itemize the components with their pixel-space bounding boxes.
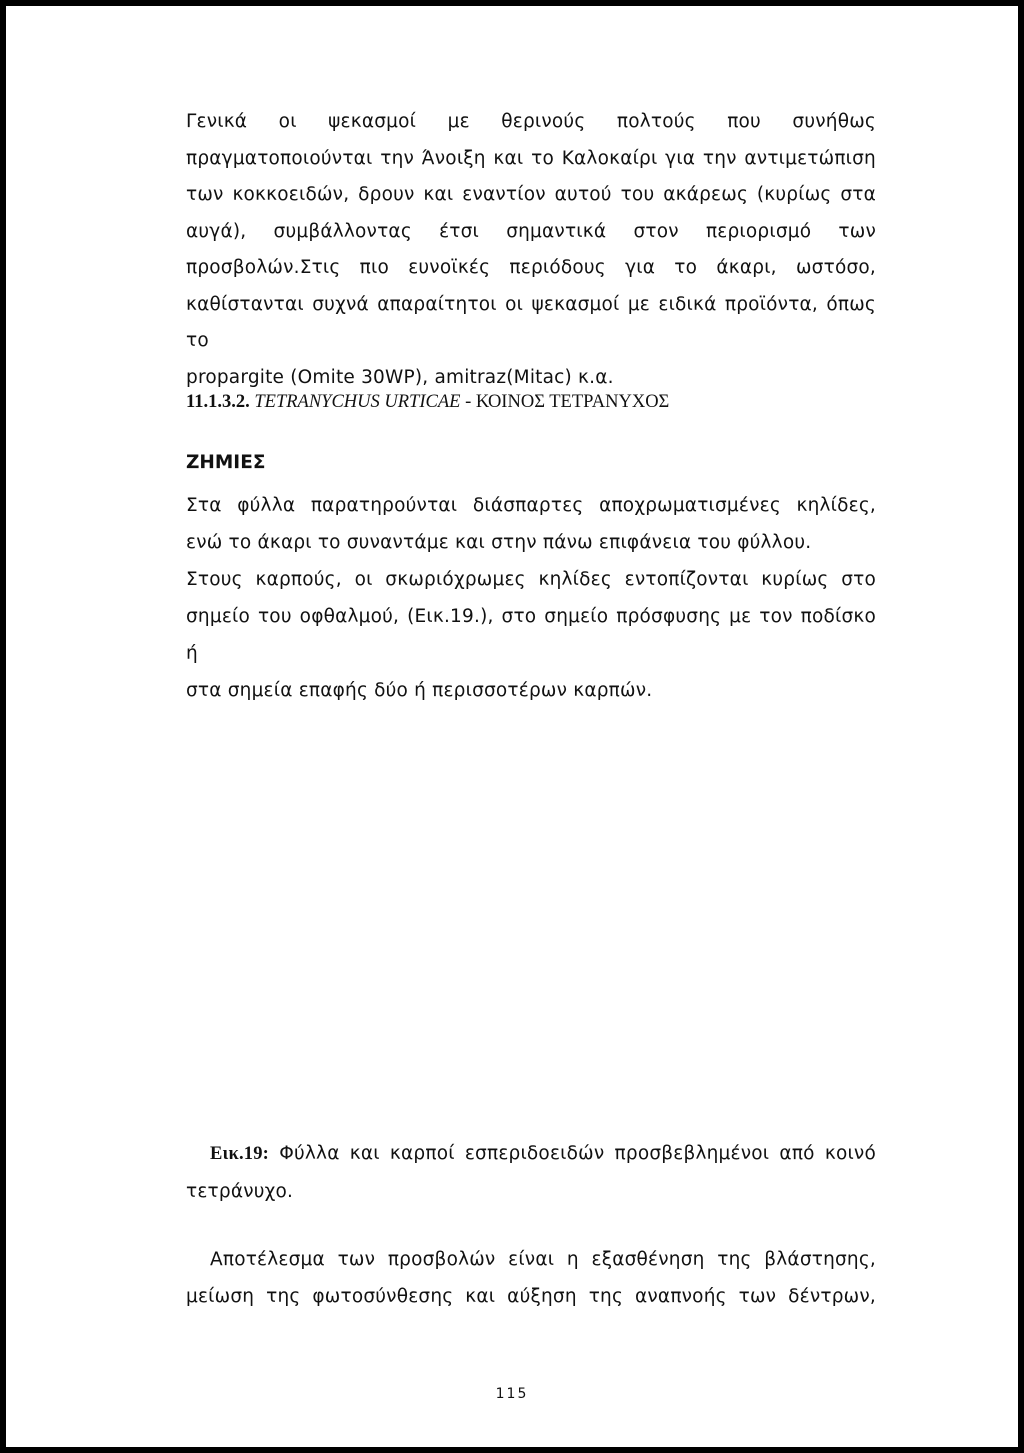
caption-text: Φύλλα και καρποί εσπεριδοειδών προσβεβλημένοι από κοινό bbox=[269, 1143, 876, 1164]
text-line: προσβολών.Στις πιο ευνοϊκές περιόδους για το άκαρι, ωστόσο, bbox=[186, 257, 876, 278]
paragraph-damage bbox=[186, 487, 876, 709]
section-number: 11.1.3.2. bbox=[186, 392, 250, 412]
text-line: καθίστανται συχνά απαραίτητοι οι ψεκασμοί με ειδικά προϊόντα, όπως το bbox=[186, 293, 876, 351]
paragraph-spraying bbox=[186, 104, 876, 396]
species-name: TETRANYCHUS URTICAE bbox=[254, 392, 461, 412]
damage-heading: ΖΗΜΙΕΣ bbox=[186, 452, 266, 473]
text-line: των κοκκοειδών, δρουν και εναντίον αυτού του ακάρεως (κυρίως στα bbox=[186, 184, 876, 205]
text-line: σημείο του οφθαλμού, (Εικ.19.), στο σημείο πρόσφυσης με τον ποδίσκο ή bbox=[186, 606, 876, 664]
caption-line bbox=[186, 1135, 876, 1173]
text-line: Αποτέλεσμα των προσβολών είναι η εξασθένηση της βλάστησης, bbox=[210, 1249, 876, 1270]
text-line: Γενικά οι ψεκασμοί με θερινούς πολτούς που συνήθως bbox=[186, 111, 876, 132]
text-line: Στους καρπούς, οι σκωριόχρωμες κηλίδες εντοπίζονται κυρίως στο bbox=[186, 569, 876, 590]
text-line: στα σημεία επαφής δύο ή περισσοτέρων καρπών. bbox=[186, 680, 653, 701]
figure-label: Εικ.19: bbox=[210, 1144, 270, 1164]
text-line: αυγά), συμβάλλοντας έτσι σημαντικά στον περιορισμό των bbox=[186, 220, 876, 242]
text-line: ενώ το άκαρι το συναντάμε και στην πάνω επιφάνεια του φύλλου. bbox=[186, 532, 812, 553]
page-number: 115 bbox=[495, 1386, 529, 1402]
figure-caption bbox=[186, 1135, 876, 1211]
text-line: πραγματοποιούνται την Άνοιξη και το Καλοκαίρι για την αντιμετώπιση bbox=[186, 147, 876, 169]
text-line: Στα φύλλα παρατηρούνται διάσπαρτες αποχρωματισμένες κηλίδες, bbox=[186, 495, 876, 516]
text-line: propargite (Omite 30WP), amitraz(Mitac) κ.α. bbox=[186, 366, 614, 388]
section-heading bbox=[186, 388, 876, 416]
paragraph-result bbox=[186, 1242, 876, 1315]
caption-line: τετράνυχο. bbox=[186, 1181, 294, 1202]
text-line: μείωση της φωτοσύνθεσης και αύξηση της αναπνοής των δέντρων, bbox=[186, 1285, 876, 1307]
common-name: - ΚΟΙΝΟΣ ΤΕΤΡΑΝΥΧΟΣ bbox=[460, 392, 670, 412]
